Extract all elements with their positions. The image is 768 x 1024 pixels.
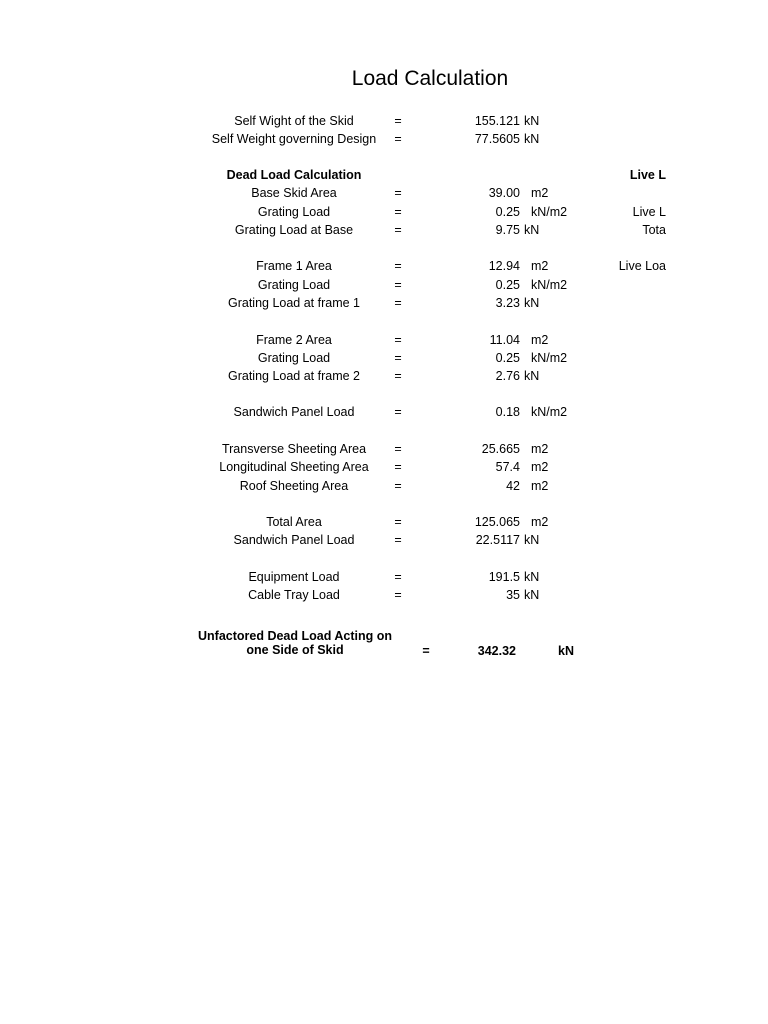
row-label: Self Wight of the Skid: [234, 114, 354, 128]
row-value: 12.94: [488, 259, 520, 273]
row-unit: m2: [531, 479, 549, 493]
row-value: 57.4: [495, 460, 520, 474]
row-equals: =: [394, 588, 402, 602]
row-equals: =: [394, 351, 402, 365]
row-equals: =: [394, 223, 402, 237]
row-value: 155.121: [474, 114, 520, 128]
row-label: Self Weight governing Design: [211, 132, 377, 146]
row-equals: =: [394, 296, 402, 310]
row-unit: kN/m2: [531, 205, 568, 219]
row-label: Frame 1 Area: [256, 259, 332, 273]
row-value: 0.25: [495, 205, 520, 219]
row-equals: =: [394, 533, 402, 547]
row-value: 39.00: [488, 186, 520, 200]
final-label: [190, 629, 400, 657]
row-label: Longitudinal Sheeting Area: [219, 460, 369, 474]
row-equals: =: [394, 515, 402, 529]
final-label-line-1: Unfactored Dead Load Acting on: [198, 629, 392, 643]
row-value: 0.25: [495, 351, 520, 365]
page-title: Load Calculation: [351, 67, 509, 90]
row-unit: kN/m2: [531, 405, 568, 419]
row-label: Roof Sheeting Area: [239, 479, 349, 493]
row-label: Dead Load Calculation: [226, 168, 362, 182]
row-value: 25.665: [481, 442, 520, 456]
right-column-label: Tota: [642, 223, 666, 237]
row-equals: =: [394, 479, 402, 493]
row-unit: m2: [531, 460, 549, 474]
row-value: 0.18: [495, 405, 520, 419]
row-label: Transverse Sheeting Area: [221, 442, 367, 456]
row-unit: kN: [524, 296, 540, 310]
row-equals: =: [394, 132, 402, 146]
row-label: Grating Load at frame 1: [227, 296, 361, 310]
row-unit: m2: [531, 333, 549, 347]
right-column-label: Live Loa: [618, 259, 666, 273]
row-value: 2.76: [495, 369, 520, 383]
row-unit: m2: [531, 515, 549, 529]
row-equals: =: [394, 405, 402, 419]
row-unit: kN: [524, 132, 540, 146]
row-value: 77.5605: [474, 132, 520, 146]
row-equals: =: [394, 186, 402, 200]
row-unit: kN/m2: [531, 278, 568, 292]
row-unit: m2: [531, 186, 549, 200]
row-label: Cable Tray Load: [248, 588, 340, 602]
right-column-label: Live L: [632, 205, 666, 219]
row-label: Grating Load at frame 2: [227, 369, 361, 383]
row-value: 125.065: [474, 515, 520, 529]
row-equals: =: [394, 570, 402, 584]
final-label-line-2: one Side of Skid: [246, 643, 344, 657]
row-unit: kN/m2: [531, 351, 568, 365]
final-equals: =: [422, 644, 430, 658]
row-unit: m2: [531, 442, 549, 456]
row-unit: m2: [531, 259, 549, 273]
row-label: Base Skid Area: [251, 186, 337, 200]
row-unit: kN: [524, 114, 540, 128]
row-label: Sandwich Panel Load: [233, 533, 355, 547]
row-equals: =: [394, 278, 402, 292]
row-label: Frame 2 Area: [256, 333, 332, 347]
row-unit: kN: [524, 223, 540, 237]
final-unit: kN: [558, 644, 574, 658]
row-value: 3.23: [495, 296, 520, 310]
right-column-label: Live L: [629, 168, 666, 182]
row-label: Grating Load: [257, 351, 331, 365]
row-label: Equipment Load: [248, 570, 340, 584]
row-unit: kN: [524, 533, 540, 547]
row-label: Total Area: [266, 515, 322, 529]
row-unit: kN: [524, 369, 540, 383]
final-value: 342.32: [477, 644, 516, 658]
row-label: Sandwich Panel Load: [233, 405, 355, 419]
row-equals: =: [394, 205, 402, 219]
row-equals: =: [394, 442, 402, 456]
row-unit: kN: [524, 570, 540, 584]
row-value: 11.04: [489, 333, 520, 347]
row-equals: =: [394, 460, 402, 474]
row-label: Grating Load at Base: [234, 223, 354, 237]
row-value: 9.75: [495, 223, 520, 237]
row-value: 22.5117: [475, 533, 520, 547]
row-label: Grating Load: [257, 205, 331, 219]
row-label: Grating Load: [257, 278, 331, 292]
row-equals: =: [394, 369, 402, 383]
row-value: 191.5: [488, 570, 520, 584]
row-equals: =: [394, 259, 402, 273]
row-equals: =: [394, 114, 402, 128]
row-equals: =: [394, 333, 402, 347]
row-value: 42: [506, 479, 520, 493]
row-value: 0.25: [495, 278, 520, 292]
row-unit: kN: [524, 588, 540, 602]
row-value: 35: [506, 588, 520, 602]
